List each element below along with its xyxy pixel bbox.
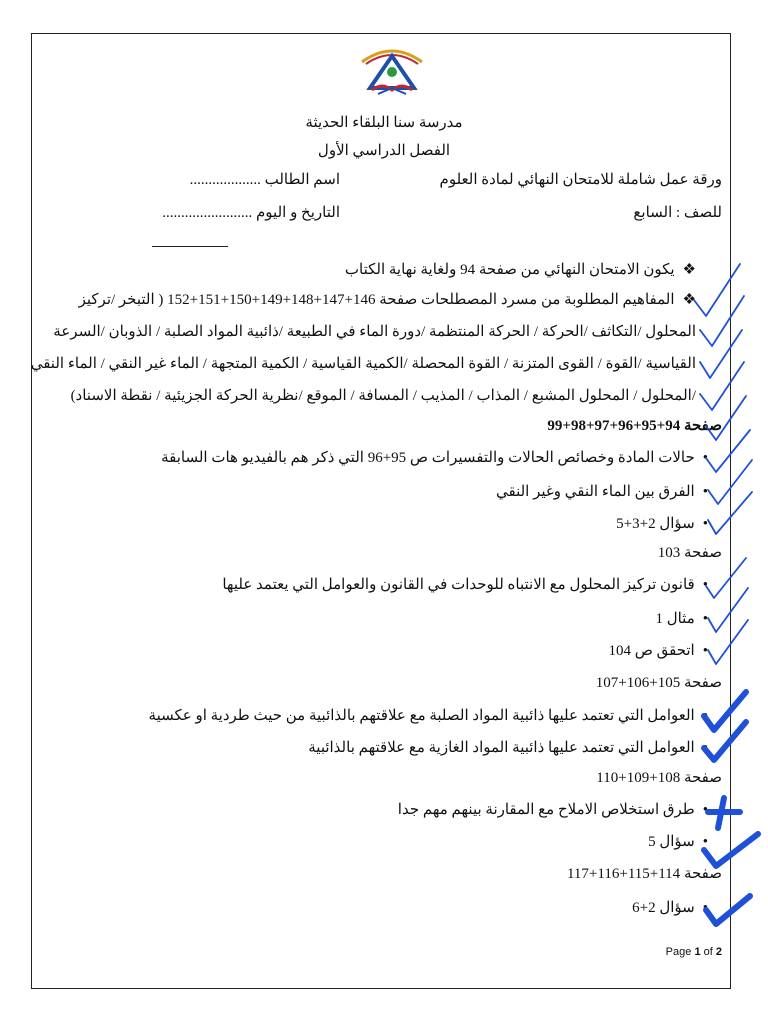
semester-title: الفصل الدراسي الأول xyxy=(317,143,451,159)
separator-line xyxy=(152,246,228,247)
section-heading: صفحة 103 xyxy=(657,545,722,561)
bullet-icon: • xyxy=(702,900,708,916)
terms-continuation: /المحلول / المحلول المشبع / المذاب / المذيب / المسافة / الموقع /نظرية الحركة الجزيئية / نقطة الاسناد) xyxy=(70,388,696,404)
terms-continuation: القياسية /القوة / القوى المتزنة / القوة المحصلة /الكمية القياسية / الكمية المتجهة / الماء غير النقي / الماء النقي xyxy=(30,356,696,372)
bullet-icon: • xyxy=(702,450,708,466)
list-item: •طرق استخلاص الاملاح مع المقارنة بينهم مهم جدا xyxy=(397,802,708,818)
student-name-field: اسم الطالب ................... xyxy=(189,172,340,188)
section-heading: صفحة 105+106+107 xyxy=(595,675,722,691)
bullet-icon: • xyxy=(702,802,708,818)
school-name: مدرسة سنا البلقاء الحديثة xyxy=(305,115,463,131)
bullet-icon: • xyxy=(702,611,708,627)
list-item: •سؤال 5 xyxy=(648,834,708,850)
list-item: •اتحقق ص 104 xyxy=(608,643,708,659)
school-logo xyxy=(356,42,428,98)
page-number: Page 1 of 2 xyxy=(665,946,722,958)
grade-label: للصف : السابع xyxy=(633,205,722,221)
list-item: •مثال 1 xyxy=(655,611,708,627)
list-item: •العوامل التي تعتمد عليها ذائبية المواد الغازية مع علاقتهم بالذائبية xyxy=(308,740,708,756)
bullet-icon: • xyxy=(702,484,708,500)
bullet-icon: • xyxy=(702,740,708,756)
bullet-icon: • xyxy=(702,516,708,532)
list-item: •حالات المادة وخصائص الحالات والتفسيرات ص 95+96 التي ذكر هم بالفيديو هات السابقة xyxy=(161,450,708,466)
bullet-icon: • xyxy=(702,834,708,850)
list-item: •سؤال 2+3+5 xyxy=(616,516,708,532)
list-item: •الفرق بين الماء النقي وغير النقي xyxy=(495,484,708,500)
list-item: •قانون تركيز المحلول مع الانتباه للوحدات في القانون والعوامل التي يعتمد عليها xyxy=(222,577,708,593)
list-item: •العوامل التي تعتمد عليها ذائبية المواد الصلبة مع علاقتهم بالذائبية من حيث طردية او عكسية xyxy=(148,708,708,724)
terms-continuation: المحلول /التكاثف /الحركة / الحركة المنتظمة /دورة الماء في الطبيعة /ذائبية المواد الصلبة / الذوبان /السرعة xyxy=(53,324,696,340)
diamond-bullet-icon: ❖ xyxy=(682,262,696,278)
section-heading: صفحة 114+115+116+117 xyxy=(566,866,722,882)
section-heading: صفحة 94+95+96+97+98+99 xyxy=(547,418,722,434)
bullet-icon: • xyxy=(702,577,708,593)
list-item: •سؤال 2+6 xyxy=(632,900,708,916)
diamond-bullet-icon: ❖ xyxy=(682,292,696,308)
bullet-icon: • xyxy=(702,643,708,659)
date-field: التاريخ و اليوم ........................ xyxy=(162,205,340,221)
exam-scope-item: ❖يكون الامتحان النهائي من صفحة 94 ولغاية نهاية الكتاب xyxy=(344,262,696,278)
section-heading: صفحة 108+109+110 xyxy=(596,770,722,786)
terms-item: ❖المفاهيم المطلوبة من مسرد المصطلحات صفحة 146+147+148+149+150+151+152 ( التبخر /تركيز xyxy=(78,292,696,308)
bullet-icon: • xyxy=(702,708,708,724)
worksheet-title: ورقة عمل شاملة للامتحان النهائي لمادة العلوم xyxy=(439,172,722,188)
